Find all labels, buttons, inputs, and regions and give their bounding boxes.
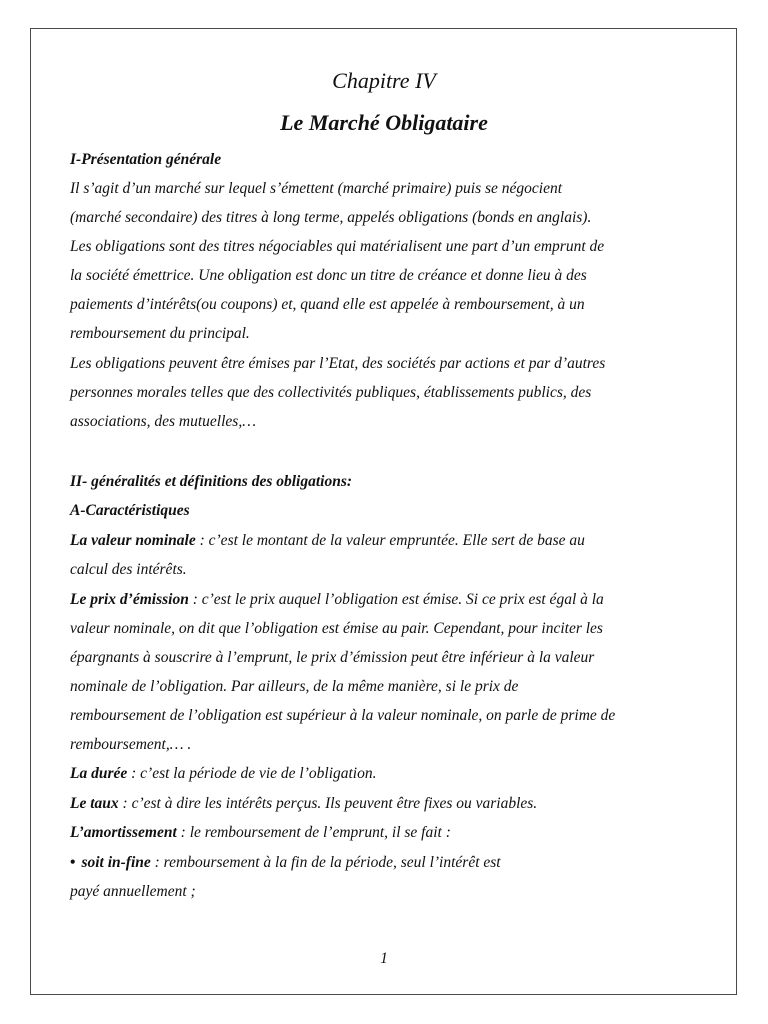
- page-number: 1: [380, 950, 388, 967]
- definition-taux: [70, 794, 537, 814]
- bullet-item-in-fine: [70, 853, 501, 873]
- definition-text: : c’est le prix auquel l’obligation est émise. Si ce prix est égal à la: [188, 591, 604, 608]
- paragraph-line: associations, des mutuelles,…: [70, 413, 256, 430]
- paragraph-line: Les obligations peuvent être émises par l’Etat, des sociétés par actions et par d’autres: [70, 355, 606, 372]
- paragraph-line: payé annuellement ;: [70, 883, 196, 900]
- bullet-text: : remboursement à la fin de la période, seul l’intérêt est: [150, 854, 501, 871]
- paragraph-line: calcul des intérêts.: [70, 561, 187, 578]
- paragraph-line: remboursement du principal.: [70, 325, 250, 342]
- section-heading: I-Présentation générale: [70, 151, 222, 168]
- paragraph-line: nominale de l’obligation. Par ailleurs, de la même manière, si le prix de: [70, 678, 519, 695]
- definition-term: La valeur nominale: [70, 532, 196, 549]
- definition-amortissement: [70, 823, 451, 843]
- paragraph-line: remboursement,… .: [70, 736, 192, 753]
- definition-text: : c’est le montant de la valeur empruntée. Elle sert de base au: [195, 532, 585, 549]
- paragraph-line: Il s’agit d’un marché sur lequel s’émettent (marché primaire) puis se négocient: [70, 180, 563, 197]
- bullet-icon: •: [70, 854, 76, 871]
- paragraph-line: paiements d’intérêts(ou coupons) et, quand elle est appelée à remboursement, à un: [70, 296, 585, 313]
- definition-text: : c’est à dire les intérêts perçus. Ils peuvent être fixes ou variables.: [118, 795, 538, 812]
- definition-text: : le remboursement de l’emprunt, il se fait :: [176, 824, 451, 841]
- definition-prix-emission: [70, 590, 604, 610]
- definition-duree: [70, 764, 376, 784]
- paragraph-line: valeur nominale, on dit que l’obligation est émise au pair. Cependant, pour inciter les: [70, 620, 603, 637]
- paragraph-line: (marché secondaire) des titres à long terme, appelés obligations (bonds en anglais).: [70, 209, 592, 226]
- definition-term: Le prix d’émission: [70, 591, 189, 608]
- definition-valeur-nominale: [70, 531, 585, 551]
- definition-term: La durée: [70, 765, 128, 782]
- chapter-number: Chapitre IV: [332, 68, 436, 93]
- definition-text: : c’est la période de vie de l’obligation.: [127, 765, 377, 782]
- paragraph-line: remboursement de l’obligation est supérieur à la valeur nominale, on parle de prime de: [70, 707, 616, 724]
- subsection-heading: A-Caractéristiques: [70, 502, 190, 519]
- bullet-term: soit in-fine: [81, 854, 151, 871]
- definition-term: L’amortissement: [70, 824, 177, 841]
- section-heading: II- généralités et définitions des obligations:: [70, 473, 353, 490]
- chapter-title: Le Marché Obligataire: [280, 110, 488, 135]
- paragraph-line: épargnants à souscrire à l’emprunt, le prix d’émission peut être inférieur à la valeur: [70, 649, 595, 666]
- definition-term: Le taux: [70, 795, 119, 812]
- paragraph-line: Les obligations sont des titres négociables qui matérialisent une part d’un emprunt de: [70, 238, 605, 255]
- paragraph-line: personnes morales telles que des collectivités publiques, établissements publics, des: [70, 384, 592, 401]
- paragraph-line: la société émettrice. Une obligation est donc un titre de créance et donne lieu à des: [70, 267, 587, 284]
